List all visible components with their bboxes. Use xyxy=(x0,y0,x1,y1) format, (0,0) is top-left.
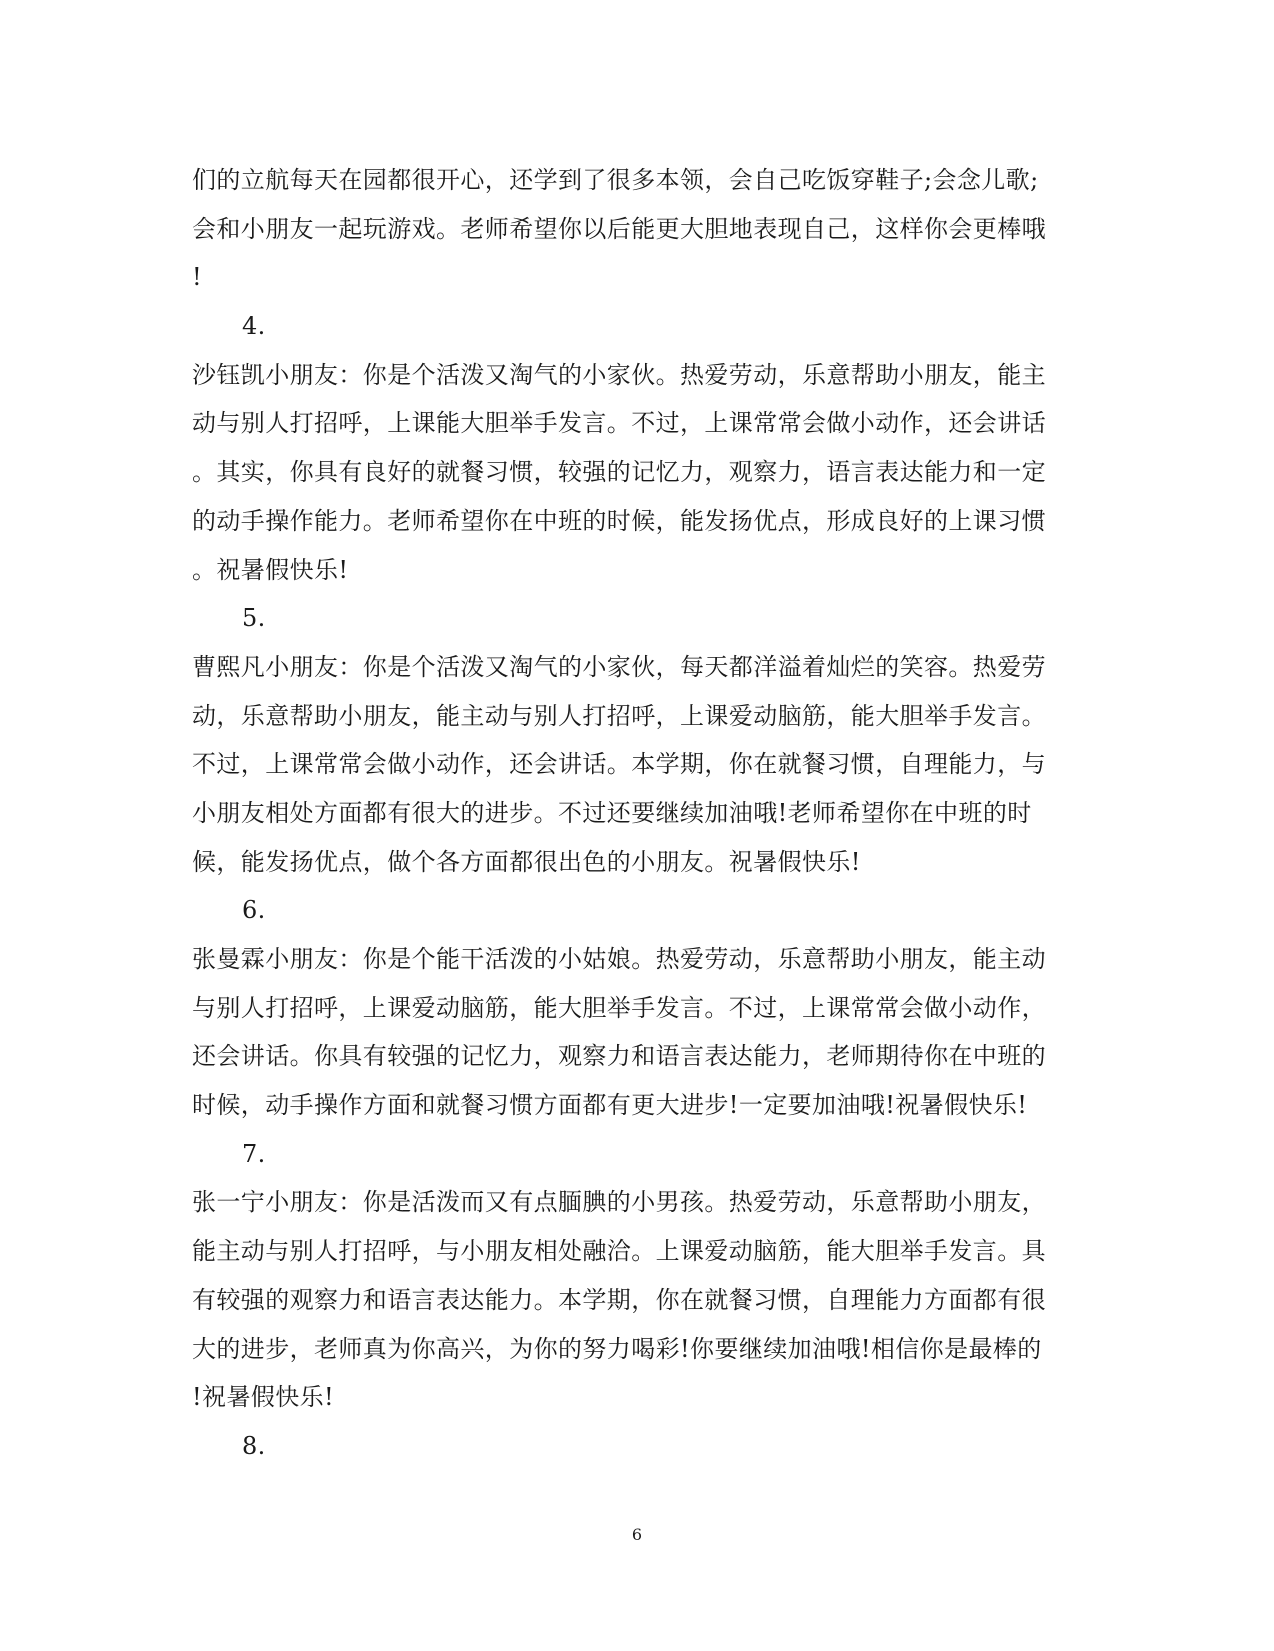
text-line: 们的立航每天在园都很开心，还学到了很多本领，会自己吃饭穿鞋子;会念儿歌; xyxy=(192,166,1039,194)
text-line: 动与别人打招呼，上课能大胆举手发言。不过，上课常常会做小动作，还会讲话 xyxy=(192,409,1046,438)
text-line: ! xyxy=(192,263,203,292)
item-number: 6. xyxy=(242,896,266,925)
text-line: 的动手操作能力。老师希望你在中班的时候，能发扬优点，形成良好的上课习惯 xyxy=(192,506,1046,535)
item-number: 7. xyxy=(242,1139,266,1168)
text-line: 曹熙凡小朋友：你是个活泼又淘气的小家伙，每天都洋溢着灿烂的笑容。热爱劳 xyxy=(192,652,1046,681)
text-line: 还会讲话。你具有较强的记忆力，观察力和语言表达能力，老师期待你在中班的 xyxy=(192,1042,1046,1071)
text-line: 候，能发扬优点，做个各方面都很出色的小朋友。祝暑假快乐! xyxy=(192,847,861,876)
text-line: 不过，上课常常会做小动作，还会讲话。本学期，你在就餐习惯，自理能力，与 xyxy=(192,750,1046,779)
text-line: 。祝暑假快乐! xyxy=(192,555,349,584)
text-line: 大的进步，老师真为你高兴，为你的努力喝彩!你要继续加油哦!相信你是最棒的 xyxy=(192,1334,1042,1363)
page-number: 6 xyxy=(631,1525,643,1544)
text-line: !祝暑假快乐! xyxy=(192,1383,335,1412)
text-line: 动，乐意帮助小朋友，能主动与别人打招呼，上课爱动脑筋，能大胆举手发言。 xyxy=(192,701,1046,730)
text-line: 。其实，你具有良好的就餐习惯，较强的记忆力，观察力，语言表达能力和一定 xyxy=(192,458,1046,487)
text-line: 张一宁小朋友：你是活泼而又有点腼腆的小男孩。热爱劳动，乐意帮助小朋友， xyxy=(192,1188,1046,1217)
text-line: 张曼霖小朋友：你是个能干活泼的小姑娘。热爱劳动，乐意帮助小朋友，能主动 xyxy=(192,945,1046,973)
item-number: 4. xyxy=(242,312,266,341)
text-line: 能主动与别人打招呼，与小朋友相处融洽。上课爱动脑筋，能大胆举手发言。具 xyxy=(192,1237,1046,1266)
text-line: 小朋友相处方面都有很大的进步。不过还要继续加油哦!老师希望你在中班的时 xyxy=(192,798,1032,827)
text-line: 会和小朋友一起玩游戏。老师希望你以后能更大胆地表现自己，这样你会更棒哦 xyxy=(192,214,1046,243)
text-line: 与别人打招呼，上课爱动脑筋，能大胆举手发言。不过，上课常常会做小动作， xyxy=(192,993,1046,1022)
item-number: 8. xyxy=(242,1431,266,1460)
item-number: 5. xyxy=(242,604,266,633)
document-body xyxy=(192,156,1072,1471)
text-line: 时候，动手操作方面和就餐习惯方面都有更大进步!一定要加油哦!祝暑假快乐! xyxy=(192,1091,1028,1120)
text-line: 沙钰凯小朋友：你是个活泼又淘气的小家伙。热爱劳动，乐意帮助小朋友，能主 xyxy=(192,360,1046,389)
text-line: 有较强的观察力和语言表达能力。本学期，你在就餐习惯，自理能力方面都有很 xyxy=(192,1285,1046,1314)
